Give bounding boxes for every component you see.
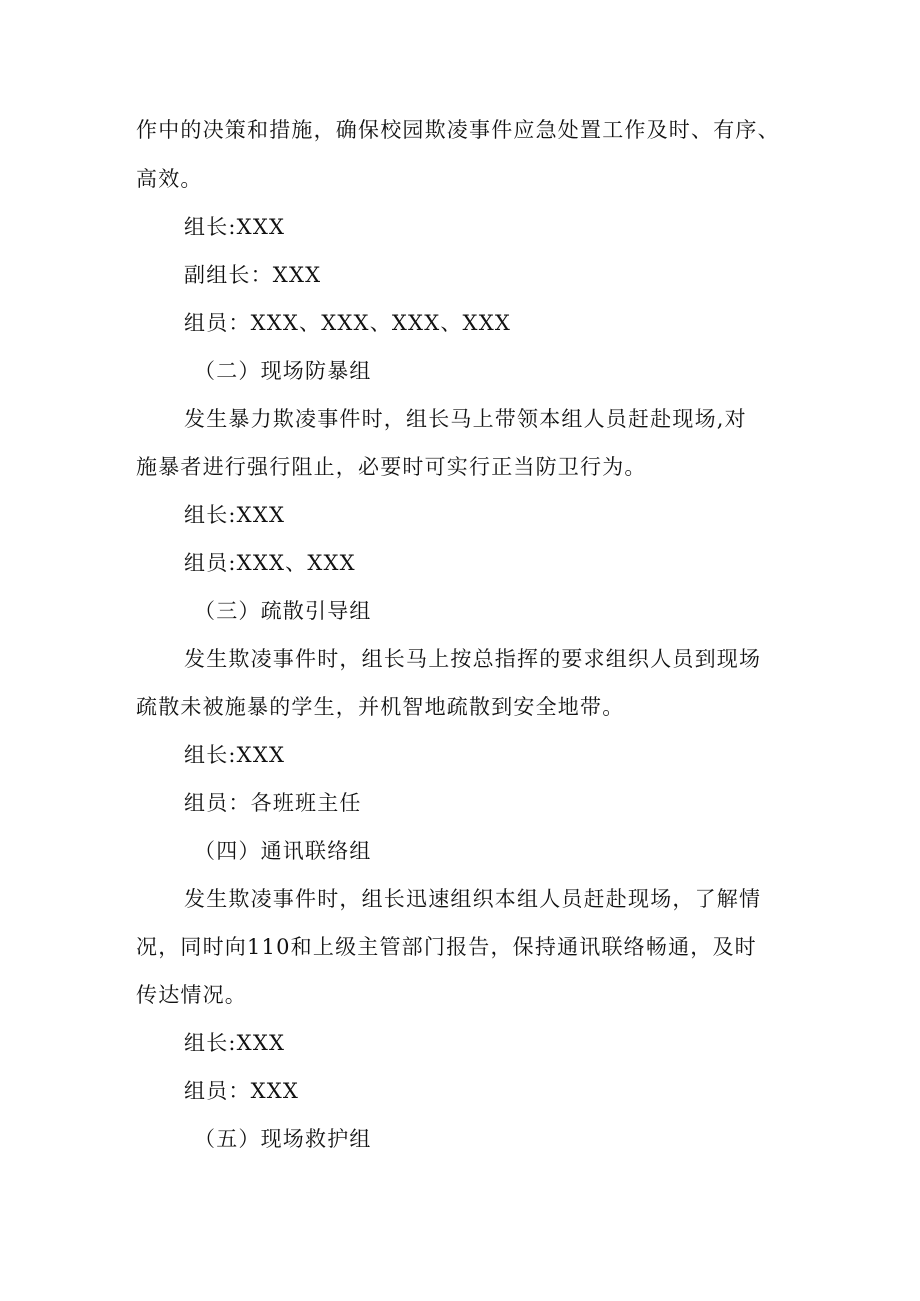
members-line: 组员：各班班主任 (184, 791, 362, 815)
paragraph-line: 作中的决策和措施，确保校园欺凌事件应急处置工作及时、有序、 (136, 118, 780, 142)
leader-line: 组长:XXX (184, 215, 286, 239)
leader-line: 组长:XXX (184, 503, 286, 527)
leader-line: 组长:XXX (184, 743, 286, 767)
deputy-leader-line: 副组长：XXX (184, 263, 322, 287)
paragraph-line: 传达情况。 (136, 983, 247, 1007)
paragraph-line: 疏散未被施暴的学生，并机智地疏散到安全地带。 (136, 695, 625, 719)
paragraph-line: 高效。 (136, 167, 203, 191)
paragraph-line: 发生暴力欺凌事件时，组长马上带领本组人员赶赴现场,对 (184, 407, 747, 431)
paragraph-line: 发生欺凌事件时，组长马上按总指挥的要求组织人员到现场 (184, 647, 762, 671)
section-heading: （二）现场防暴组 (194, 359, 372, 383)
members-line: 组员：XXX (184, 1079, 300, 1103)
paragraph-line: 发生欺凌事件时，组长迅速组织本组人员赶赴现场，了解情 (184, 887, 762, 911)
members-line: 组员:XXX、XXX (184, 551, 356, 575)
paragraph-line: 况，同时向110和上级主管部门报告，保持通讯联络畅通，及时 (136, 935, 757, 959)
members-line: 组员：XXX、XXX、XXX、XXX (184, 311, 512, 335)
leader-line: 组长:XXX (184, 1031, 286, 1055)
section-heading: （三）疏散引导组 (194, 599, 372, 623)
paragraph-line: 施暴者进行强行阻止，必要时可实行正当防卫行为。 (136, 455, 647, 479)
section-heading: （四）通讯联络组 (194, 839, 372, 863)
section-heading: （五）现场救护组 (194, 1127, 372, 1151)
